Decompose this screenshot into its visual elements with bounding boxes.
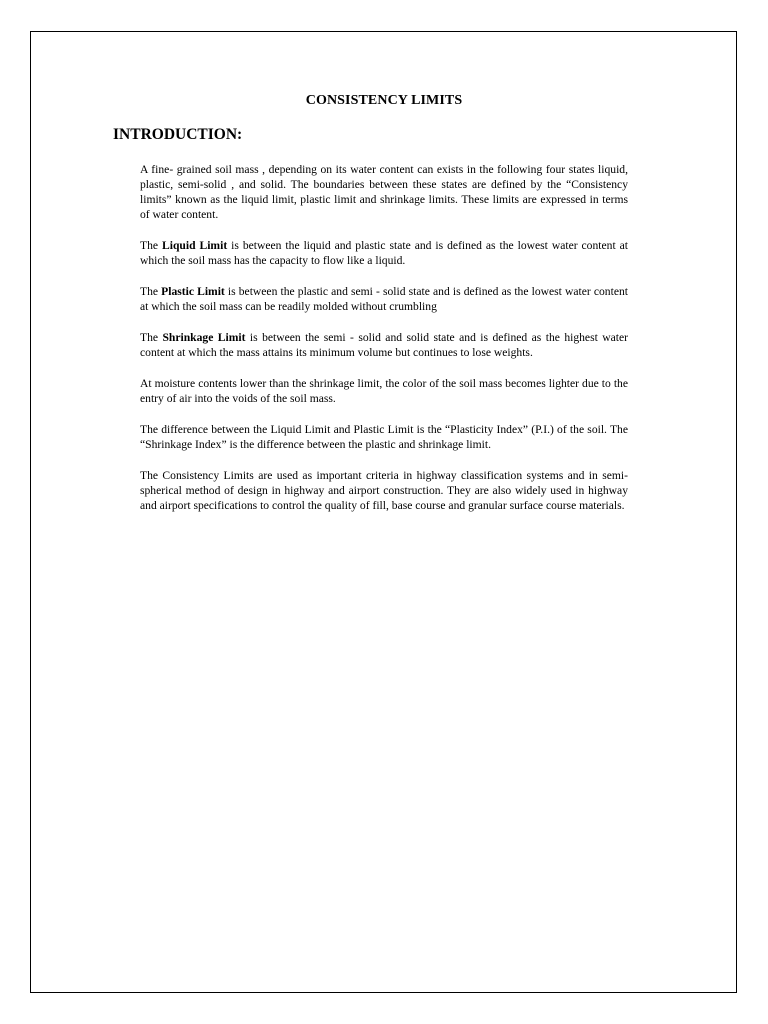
paragraph-text: is between the plastic and semi - solid state and is defined as the lowest water content at which the soil mass can be readily molded without crumbling <box>140 285 628 313</box>
paragraph-applications: The Consistency Limits are used as important criteria in highway classification systems and in semi- spherical method of design in highway and airport construction. They are also widely used in highway and airport specifications to control the quality of fill, base course and granular surface course materials. <box>140 469 628 512</box>
paragraph-lead: The <box>140 285 162 298</box>
term-plastic-limit: Plastic Limit <box>161 285 225 298</box>
section-heading: INTRODUCTION: <box>113 126 243 143</box>
paragraph-lead: The <box>140 239 162 252</box>
document-body <box>140 162 628 529</box>
paragraph-lead: The <box>140 331 163 344</box>
paragraph-text: is between the liquid and plastic state and is defined as the lowest water content at which the soil mass has the capacity to flow like a liquid. <box>140 239 628 267</box>
term-liquid-limit: Liquid Limit <box>162 239 228 252</box>
term-shrinkage-limit: Shrinkage Limit <box>162 331 246 344</box>
page-title: CONSISTENCY LIMITS <box>305 93 463 108</box>
paragraph-shrinkage-limit <box>140 330 628 360</box>
paragraph-text: is between the semi - solid and solid state and is defined as the highest water content at which the mass attains its minimum volume but continues to lose weights. <box>140 331 628 359</box>
paragraph-intro: A fine- grained soil mass , depending on its water content can exists in the following four states liquid, plastic, semi-solid , and solid. The boundaries between these states are defined by the “Consistency limits” known as the liquid limit, plastic limit and shrinkage limits. These limits are expressed in terms of water content. <box>140 163 628 221</box>
paragraph-liquid-limit <box>140 238 628 268</box>
paragraph-moisture: At moisture contents lower than the shrinkage limit, the color of the soil mass becomes lighter due to the entry of air into the voids of the soil mass. <box>140 377 628 405</box>
paragraph-plasticity-index: The difference between the Liquid Limit and Plastic Limit is the “Plasticity Index” (P.I.) of the soil. The “Shrinkage Index” is the difference between the plastic and shrinkage limit. <box>140 423 628 451</box>
paragraph-plastic-limit <box>140 284 628 314</box>
